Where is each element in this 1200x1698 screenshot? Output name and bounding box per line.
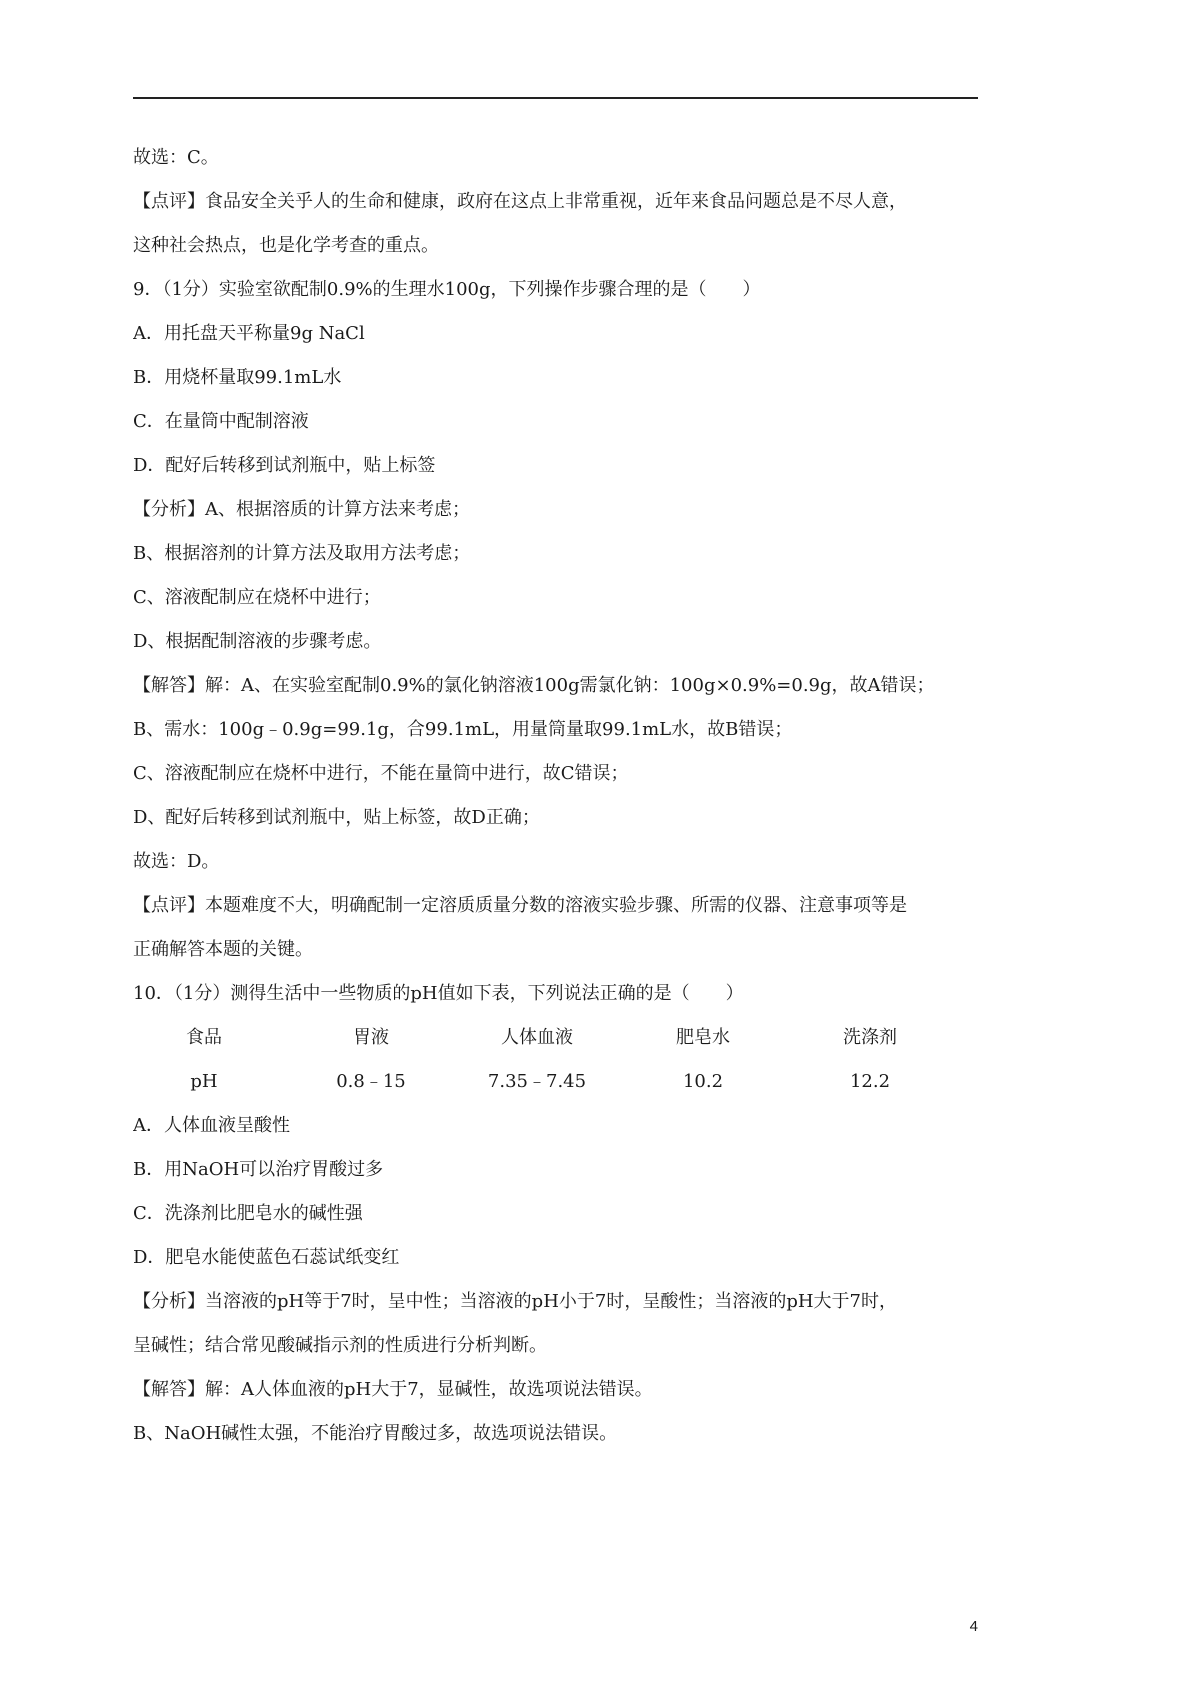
table-cell: 12.2: [849, 1071, 891, 1092]
table-cell: 10.2: [682, 1071, 724, 1092]
text-line: B、需水：100g﹣0.9g=99.1g，合99.1mL，用量筒量取99.1mL水，故B错误；: [133, 719, 793, 740]
text-line: 故选：D。: [133, 851, 220, 872]
page-number: 4: [969, 1618, 978, 1635]
ph-table: [133, 1016, 978, 1104]
text-line: B、根据溶剂的计算方法及取用方法考虑；: [133, 543, 471, 564]
question-9: 9．（1分）实验室欲配制0.9%的生理水100g，下列操作步骤合理的是（ ）: [133, 279, 761, 300]
option-a: A．用托盘天平称量9g NaCl: [133, 323, 365, 344]
option-d: D．配好后转移到试剂瓶中，贴上标签: [133, 455, 436, 476]
option-c: C．洗涤剂比肥皂水的碱性强: [133, 1203, 363, 1224]
text-line: 【点评】食品安全关乎人的生命和健康，政府在这点上非常重视，近年来食品问题总是不尽人意，: [133, 191, 907, 212]
text-line: 这种社会热点，也是化学考查的重点。: [133, 235, 439, 256]
table-cell: 胃液: [353, 1027, 389, 1048]
text-line: 【分析】A、根据溶质的计算方法来考虑；: [133, 499, 470, 520]
option-c: C．在量筒中配制溶液: [133, 411, 309, 432]
option-b: B．用NaOH可以治疗胃酸过多: [133, 1159, 384, 1180]
document-body: [133, 136, 978, 1456]
text-line: C、溶液配制应在烧杯中进行，不能在量筒中进行，故C错误；: [133, 763, 629, 784]
header-rule: [133, 97, 978, 99]
text-line: 故选：C。: [133, 147, 219, 168]
table-cell: 肥皂水: [676, 1027, 730, 1048]
table-cell: 食品: [186, 1027, 222, 1048]
text-line: 正确解答本题的关键。: [133, 939, 313, 960]
option-d: D．肥皂水能使蓝色石蕊试纸变红: [133, 1247, 400, 1268]
text-line: D、配好后转移到试剂瓶中，贴上标签，故D正确；: [133, 807, 540, 828]
table-header-row: [133, 1016, 978, 1060]
table-cell: 洗涤剂: [843, 1027, 897, 1048]
option-b: B．用烧杯量取99.1mL水: [133, 367, 342, 388]
option-a: A．人体血液呈酸性: [133, 1115, 290, 1136]
text-line: D、根据配制溶液的步骤考虑。: [133, 631, 382, 652]
table-cell: pH: [190, 1071, 218, 1092]
table-cell: 7.35﹣7.45: [487, 1071, 587, 1092]
text-line: C、溶液配制应在烧杯中进行；: [133, 587, 381, 608]
table-cell: 人体血液: [501, 1027, 573, 1048]
text-line: 【解答】解：A、在实验室配制0.9%的氯化钠溶液100g需氯化钠：100g×0.9%=0.9g，故A错误；: [133, 675, 935, 696]
table-cell: 0.8﹣15: [336, 1071, 406, 1092]
question-10: 10．（1分）测得生活中一些物质的pH值如下表，下列说法正确的是（ ）: [133, 983, 744, 1004]
table-row: [133, 1060, 978, 1104]
text-line: B、NaOH碱性太强，不能治疗胃酸过多，故选项说法错误。: [133, 1423, 618, 1444]
text-line: 【解答】解：A人体血液的pH大于7，显碱性，故选项说法错误。: [133, 1379, 653, 1400]
text-line: 呈碱性；结合常见酸碱指示剂的性质进行分析判断。: [133, 1335, 547, 1356]
text-line: 【点评】本题难度不大，明确配制一定溶质质量分数的溶液实验步骤、所需的仪器、注意事项等是: [133, 895, 907, 916]
text-line: 【分析】当溶液的pH等于7时，呈中性；当溶液的pH小于7时，呈酸性；当溶液的pH大于7时，: [133, 1291, 898, 1312]
